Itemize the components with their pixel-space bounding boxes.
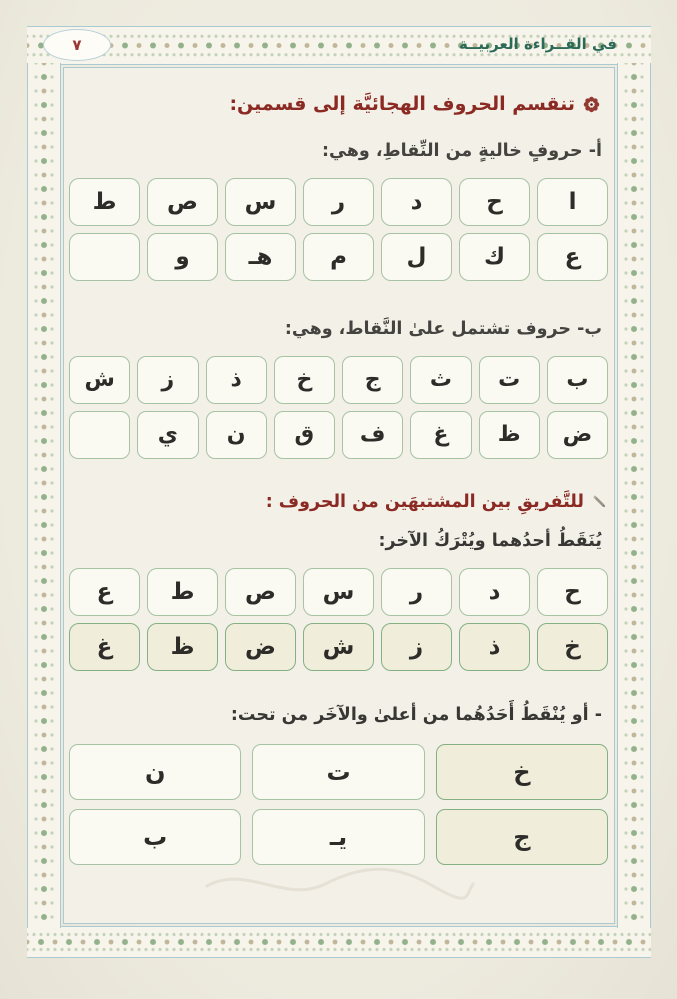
letter-box: ج (436, 809, 608, 865)
letter-box: ز (137, 356, 198, 404)
letter-box: ن (206, 411, 267, 459)
letter-grid-row (69, 623, 608, 671)
letter-box: ذ (459, 623, 530, 671)
letter-box: ص (225, 568, 296, 616)
letter-box: يـ (252, 809, 424, 865)
letter-grid-row (69, 356, 608, 404)
rosette-flower-icon (583, 96, 600, 113)
empty-letter-box (69, 411, 130, 459)
letter-box: ر (303, 178, 374, 226)
letter-box: د (381, 178, 452, 226)
letter-box: ن (69, 744, 241, 800)
letter-box: ذ (206, 356, 267, 404)
letter-grid-row (69, 233, 608, 281)
frame-band-bottom (27, 926, 651, 958)
letter-box: ث (410, 356, 471, 404)
letter-box: ش (69, 356, 130, 404)
rule2-text: - أو يُنْقَطُ أَحَدُهُما من أعلىٰ والآخَر من تحت: (230, 704, 602, 725)
frame-band-right (617, 63, 651, 928)
letter-box: ع (69, 568, 140, 616)
letter-grid-row (69, 568, 608, 616)
distinguish-heading (69, 489, 606, 515)
letter-box: هـ (225, 233, 296, 281)
letter-box: ب (547, 356, 608, 404)
letter-grid-row-wide (69, 809, 608, 865)
main-heading-text: تنقسم الحروف الهجائيَّة إلى قسمين: (229, 93, 575, 115)
letter-box: ط (147, 568, 218, 616)
letter-box: خ (436, 744, 608, 800)
letter-box: س (225, 178, 296, 226)
letter-box: ع (537, 233, 608, 281)
letter-box: و (147, 233, 218, 281)
letter-box: ط (69, 178, 140, 226)
frame-band-left (27, 63, 61, 928)
letter-grid-row (69, 178, 608, 226)
letter-box: ي (137, 411, 198, 459)
letter-box: ظ (479, 411, 540, 459)
letter-box: ح (537, 568, 608, 616)
writing-hand-icon (591, 494, 606, 509)
letter-box: ص (147, 178, 218, 226)
letter-box: ب (69, 809, 241, 865)
letter-box: ت (252, 744, 424, 800)
letter-box: غ (410, 411, 471, 459)
showthrough-flourish (199, 862, 479, 910)
letter-box: ح (459, 178, 530, 226)
book-title: في القــراءة العربيــة (459, 35, 617, 53)
letter-box: ل (381, 233, 452, 281)
page-number: ٧ (72, 36, 82, 54)
letter-box: ض (225, 623, 296, 671)
letter-box: م (303, 233, 374, 281)
empty-letter-box (69, 233, 140, 281)
letter-box: ظ (147, 623, 218, 671)
section-b-label: ب- حروف تشتمل علىٰ النَّقاط، وهي: (284, 318, 602, 339)
letter-box: د (459, 568, 530, 616)
letter-box: ض (547, 411, 608, 459)
letter-box: ف (342, 411, 403, 459)
letter-box: ق (274, 411, 335, 459)
page-content (69, 70, 608, 865)
letter-box: غ (69, 623, 140, 671)
letter-box: ك (459, 233, 530, 281)
rule1-text: يُنَقَطُ أحدُهما ويُتْرَكُ الآخر: (378, 530, 602, 551)
letter-box: ج (342, 356, 403, 404)
distinguish-heading-text: للتَّفريقِ بين المشتبهَين من الحروف : (265, 491, 584, 512)
letter-grid-row (69, 411, 608, 459)
letter-box: خ (274, 356, 335, 404)
letter-box: خ (537, 623, 608, 671)
letter-box: ت (479, 356, 540, 404)
letter-box: ر (381, 568, 452, 616)
main-heading (69, 90, 600, 119)
letter-box: س (303, 568, 374, 616)
section-a-label: أ- حروفٍ خاليةٍ من النِّقاطِ، وهي: (322, 140, 602, 161)
letter-box: ا (537, 178, 608, 226)
letter-grid-row-wide (69, 744, 608, 800)
page-number-badge (43, 29, 111, 61)
letter-box: ش (303, 623, 374, 671)
letter-box: ز (381, 623, 452, 671)
